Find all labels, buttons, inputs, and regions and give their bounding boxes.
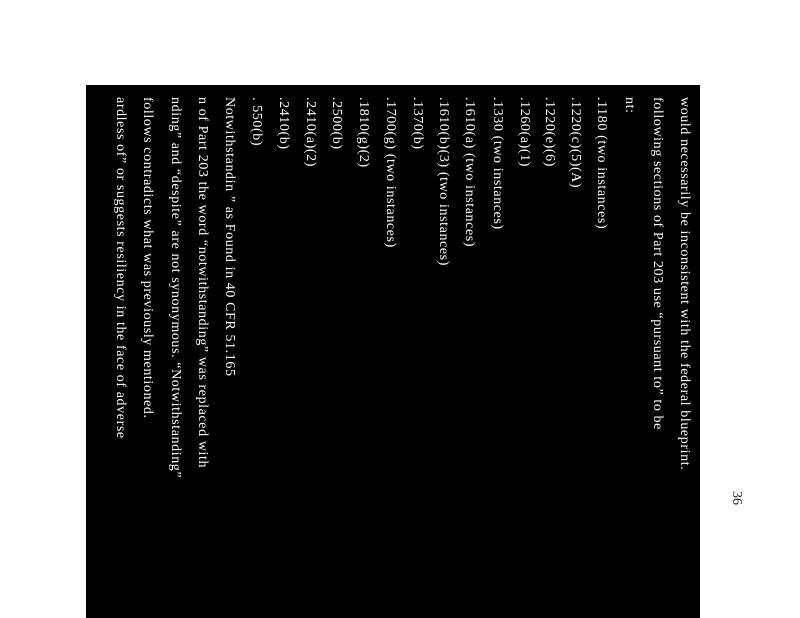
text-line: n of Part 203 the word “notwithstanding” was replaced with (195, 97, 210, 469)
text-line: .2410(b) (276, 97, 291, 150)
section-heading: Notwithstandin ” as Found in 40 CFR 51.165 (222, 97, 237, 377)
text-line: would necessarily be inconsistent with the federal blueprint. (677, 97, 692, 471)
text-line: follows contradicts what was previously mentioned. (140, 97, 155, 419)
text-line: .1610(a) (two instances) (462, 97, 477, 248)
text-line: nding” and “despite” are not synonymous. “Notwithstanding” (168, 97, 183, 479)
text-line: .1330 (two instances) (490, 97, 505, 230)
scanned-page-region (86, 85, 700, 618)
text-line: .1260(a)(1) (517, 97, 532, 167)
page-number: 36 (729, 491, 744, 505)
text-line: .1180 (two instances) (594, 97, 609, 230)
text-line: . 550(b) (249, 97, 264, 147)
text-line: .1810(g)(2) (356, 97, 371, 168)
text-line: .1700(g) (two instances) (383, 97, 398, 248)
text-line: .1370(b) (410, 97, 425, 150)
text-line: .1610(b)(3) (two instances) (436, 97, 451, 266)
text-line: .1220(e)(6) (542, 97, 557, 167)
text-line: .1220(c)(5)(A) (568, 97, 583, 189)
text-line: .2500(b) (329, 97, 344, 150)
text-line: nt: (622, 97, 637, 114)
text-line: .2410(a)(2) (303, 97, 318, 167)
text-line: following sections of Part 203 use “pursuant to” to be (650, 97, 665, 430)
text-line: ardless of” or suggests resiliency in the face of adverse (113, 97, 128, 439)
rotated-text-block (86, 85, 700, 618)
